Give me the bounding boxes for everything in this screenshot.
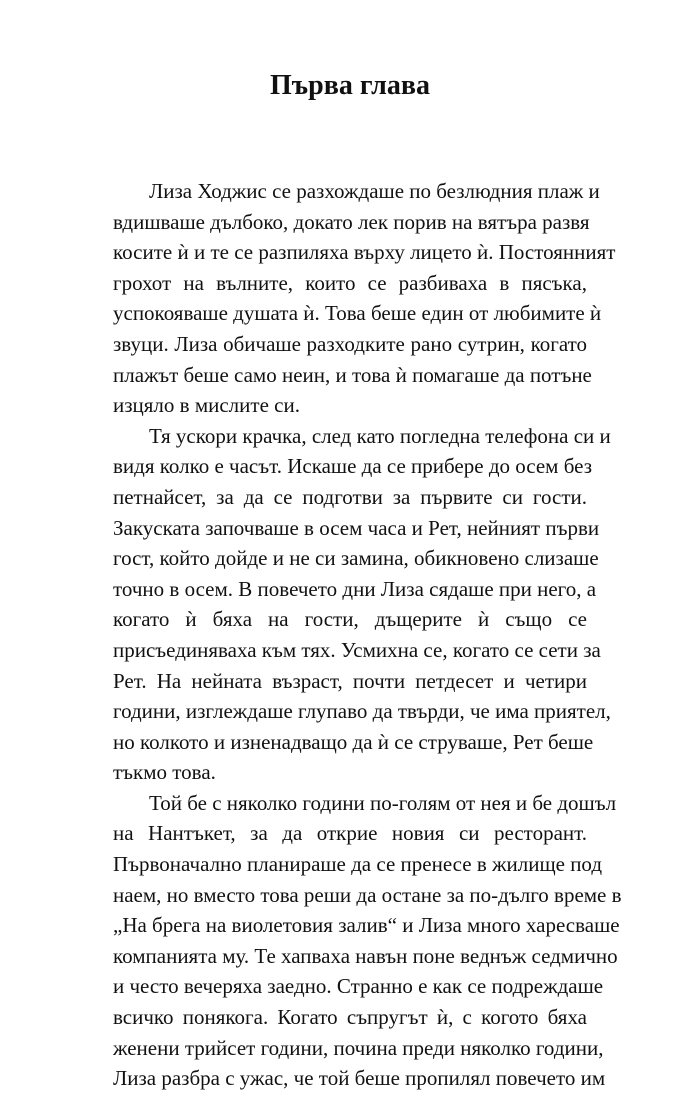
text-line: но колкото и изненадващо да ѝ се струваше, Рет беше <box>113 729 594 754</box>
text-line: успокояваше душата ѝ. Това беше един от любимите ѝ <box>113 301 602 326</box>
text-line: видя колко е часът. Искаше да се прибере до осем без <box>113 454 592 479</box>
text-line: присъединяваха към тях. Усмихна се, когато се сети за <box>113 637 601 662</box>
text-line: косите ѝ и те се разпиляха върху лицето ѝ. Постоянният <box>113 240 616 265</box>
text-line: грохот на вълните, които се разбиваха в пясъка, <box>113 270 587 295</box>
text-line: тъкмо това. <box>113 760 216 785</box>
text-line: Рет. На нейната възраст, почти петдесет и четири <box>113 668 587 693</box>
paragraph-1 <box>113 176 616 421</box>
text-line: и често вечеряха заедно. Странно е как се подреждаше <box>113 974 604 999</box>
text-line: Лиза Ходжис се разхождаше по безлюдния плаж и <box>149 179 600 203</box>
text-line: на Нантъкет, за да открие новия си ресторант. <box>113 821 587 846</box>
text-line: Той бе с няколко години по-голям от нея и бе дошъл <box>149 790 617 815</box>
text-line: гост, който дойде и не си замина, обикновено слизаше <box>113 546 599 571</box>
chapter-title: Първа глава <box>270 70 430 101</box>
chapter-body <box>113 176 622 1094</box>
paragraph-3 <box>113 788 622 1094</box>
text-line: Закуската започваше в осем часа и Рет, нейният първи <box>113 515 600 540</box>
text-line: когато ѝ бяха на гости, дъщерите ѝ също се <box>113 607 587 632</box>
text-line: звуци. Лиза обичаше разходките рано сутрин, когато <box>113 331 587 356</box>
text-line: вдишваше дълбоко, докато лек порив на вятъра развя <box>113 209 590 234</box>
text-line: наем, но вместо това реши да остане за по-дълго време в <box>113 882 622 907</box>
text-line: изцяло в мислите си. <box>113 393 300 418</box>
text-line: женени трийсет години, почина преди няколко години, <box>113 1035 604 1060</box>
text-line: „На брега на виолетовия залив“ и Лиза много харесваше <box>113 913 620 938</box>
text-line: всичко понякога. Когато съпругът ѝ, с когото бяха <box>113 1005 587 1030</box>
text-line: Тя ускори крачка, след като погледна телефона си и <box>149 423 611 448</box>
text-line: Първоначално планираше да се пренесе в жилище под <box>113 852 603 877</box>
text-line: години, изглеждаше глупаво да твърди, че има приятел, <box>113 699 611 724</box>
text-line: компанията му. Те хапваха навън поне веднъж седмично <box>113 943 618 968</box>
text-line: Лиза разбра с ужас, че той беше пропилял повечето им <box>113 1066 606 1091</box>
text-line: петнайсет, за да се подготви за първите си гости. <box>113 484 587 509</box>
text-line: точно в осем. В повечето дни Лиза сядаше при него, а <box>113 576 597 601</box>
text-line: плажът беше само неин, и това ѝ помагаше да потъне <box>113 362 592 387</box>
paragraph-2 <box>113 421 611 788</box>
